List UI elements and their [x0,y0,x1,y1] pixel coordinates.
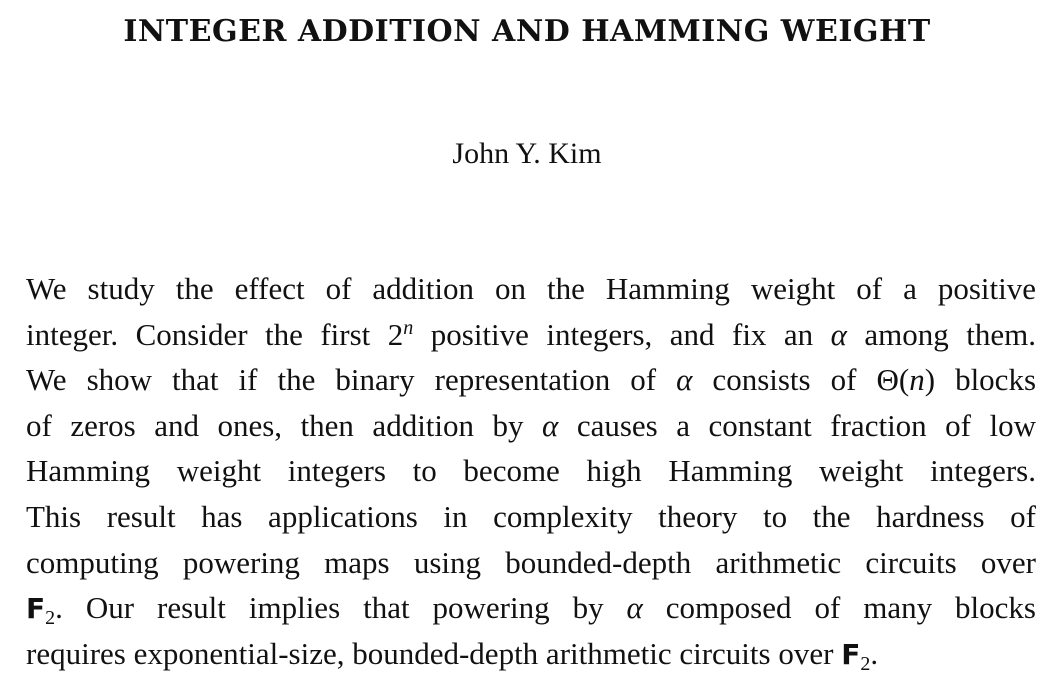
power-base: 2 [387,316,404,352]
text-span: . Our result implies that powering by [55,590,627,626]
text-span: We show that if the binary representation of [26,362,677,398]
abstract-line-7: computing powering maps using bounded-depth arithmetic circuits over [26,544,1036,580]
exponent-n: n [403,316,414,339]
theta-symbol: Θ( [876,362,910,398]
text-span: . [870,635,879,671]
alpha-symbol: α [542,407,559,443]
abstract-line-4 [26,403,1036,449]
text-span: requires exponential-size, bounded-depth arithmetic circuits over [26,635,842,671]
author-name: John Y. Kim [452,137,602,170]
field-subscript: 2 [860,652,871,675]
text-span: integer. Consider the first [26,316,388,352]
abstract-line-8 [26,585,1036,631]
field-symbol: F [841,637,861,671]
text-span: consists of [692,362,877,398]
text-span: of zeros and ones, then addition by [26,407,543,443]
field-symbol: F [26,592,46,626]
text-span: composed of many blocks [642,590,1036,626]
text-span: among them. [846,316,1037,352]
field-subscript: 2 [45,607,56,630]
text-span: positive integers, and fix an [413,316,831,352]
abstract-line-3 [26,357,1036,403]
alpha-symbol: α [676,362,693,398]
abstract-line-2 [26,312,1036,358]
text-span: ) blocks [924,362,1037,398]
abstract-line-6: This result has applications in complexity theory to the hardness of [26,498,1036,534]
abstract [26,266,1036,676]
alpha-symbol: α [626,590,643,626]
abstract-line-9 [26,631,1036,677]
alpha-symbol: α [830,316,847,352]
abstract-line-1: We study the effect of addition on the Hamming weight of a positive [26,271,1036,306]
text-span: causes a constant fraction of low [558,407,1036,443]
variable-n: n [909,362,925,398]
paper-title: INTEGER ADDITION AND HAMMING WEIGHT [123,14,931,49]
abstract-line-5: Hamming weight integers to become high Hamming weight integers. [26,453,1036,489]
